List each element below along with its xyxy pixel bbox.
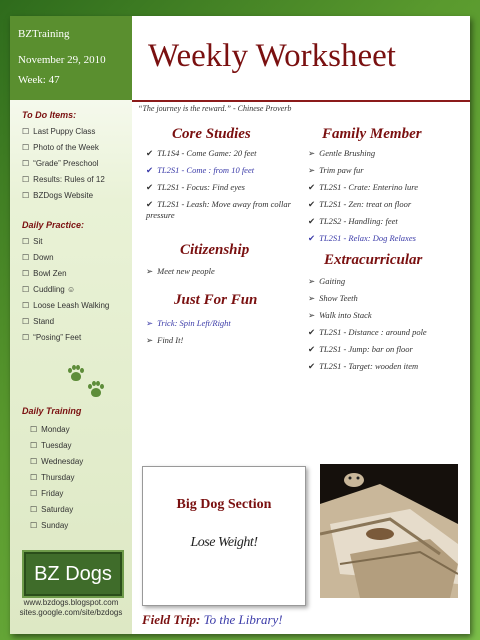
- arrow-icon: ➢: [308, 276, 316, 286]
- check-icon: ✔: [146, 148, 154, 158]
- arrow-icon: ➢: [308, 165, 316, 175]
- check-icon: ✔: [308, 344, 316, 354]
- family-item: ➢ Trim paw fur: [308, 165, 364, 175]
- core-item: ✔ TL1S4 - Come Game: 20 feet: [146, 148, 257, 158]
- training-days: [30, 422, 83, 534]
- bzdogs-logo: [22, 550, 124, 598]
- check-icon: ✔: [308, 327, 316, 337]
- just-for-fun-list: [146, 318, 231, 352]
- check-icon: ✔: [308, 182, 316, 192]
- check-icon: ✔: [146, 165, 154, 175]
- arrow-icon: ➢: [146, 266, 154, 276]
- practice-item[interactable]: ☐ Loose Leash Walking: [22, 298, 109, 314]
- family-member-heading: Family Member: [322, 126, 422, 142]
- extra-item: ➢ Show Teeth: [308, 293, 358, 303]
- family-item: ✔ TL2S1 - Relax: Dog Relaxes: [308, 233, 416, 243]
- family-member-list: [308, 148, 468, 250]
- core-item: ✔ TL2S1 - Come : from 10 feet: [146, 165, 255, 175]
- day-item[interactable]: ☐ Friday: [30, 486, 83, 502]
- todo-item[interactable]: ☐ “Grade” Preschool: [22, 156, 105, 172]
- todo-item[interactable]: ☐ Last Puppy Class: [22, 124, 105, 140]
- extra-item: ✔ TL2S1 - Jump: bar on floor: [308, 344, 413, 354]
- arrow-icon: ➢: [146, 318, 154, 328]
- practice-item[interactable]: ☐ Cuddling ☺: [22, 282, 109, 298]
- field-trip: [142, 612, 283, 628]
- core-item: ✔ TL2S1 - Focus: Find eyes: [146, 182, 245, 192]
- todo-item[interactable]: ☐ BZDogs Website: [22, 188, 105, 204]
- family-item: ➢ Gentle Brushing: [308, 148, 376, 158]
- citizenship-list: [146, 266, 215, 283]
- family-item: ✔ TL2S1 - Crate: Enterino lure: [308, 182, 418, 192]
- logo-text: BZ Dogs: [34, 563, 112, 585]
- extra-item: ✔ TL2S1 - Distance : around pole: [308, 327, 427, 337]
- todo-item[interactable]: ☐ Results: Rules of 12: [22, 172, 105, 188]
- big-dog-heading: Big Dog Section: [176, 497, 272, 512]
- extra-item: ✔ TL2S1 - Target: wooden item: [308, 361, 419, 371]
- paw-print-icon: [68, 366, 84, 382]
- family-item: ✔ TL2S1 - Zen: treat on floor: [308, 199, 412, 209]
- arrow-icon: ➢: [146, 335, 154, 345]
- title-area: [132, 16, 470, 102]
- family-item: ✔ TL2S2 - Handling: feet: [308, 216, 398, 226]
- site-link[interactable]: sites.google.com/site/bzdogs: [19, 608, 123, 617]
- big-dog-goal: Lose Weight!: [190, 535, 258, 550]
- blog-link[interactable]: www.bzdogs.blogspot.com: [23, 598, 119, 607]
- paw-print-icon: [88, 382, 104, 398]
- practice-item[interactable]: ☐ “Posing” Feet: [22, 330, 109, 346]
- todo-list: [22, 124, 105, 204]
- day-item[interactable]: ☐ Saturday: [30, 502, 83, 518]
- dog-on-wood-photo: [320, 464, 458, 598]
- core-studies-list: [146, 148, 316, 226]
- fun-item: ➢ Trick: Spin Left/Right: [146, 318, 231, 328]
- core-item: ✔ TL2S1 - Leash: Move away from collar pressure: [146, 199, 291, 220]
- field-trip-destination[interactable]: To the Library!: [203, 612, 283, 627]
- todo-item[interactable]: ☐ Photo of the Week: [22, 140, 105, 156]
- arrow-icon: ➢: [308, 310, 316, 320]
- brand-name: BZTraining: [18, 28, 70, 40]
- arrow-icon: ➢: [308, 148, 316, 158]
- header-box: [10, 16, 132, 100]
- date: November 29, 2010: [18, 54, 106, 66]
- practice-item[interactable]: ☐ Stand: [22, 314, 109, 330]
- training-heading: Daily Training: [22, 406, 82, 416]
- todo-heading: To Do Items:: [22, 110, 77, 120]
- page-title: Weekly Worksheet: [148, 38, 396, 74]
- citizenship-item: ➢ Meet new people: [146, 266, 215, 276]
- big-dog-section: [142, 466, 306, 606]
- check-icon: ✔: [308, 199, 316, 209]
- day-item[interactable]: ☐ Tuesday: [30, 438, 83, 454]
- proverb-quote: “The journey is the reward.” - Chinese Proverb: [138, 104, 292, 113]
- day-item[interactable]: ☐ Thursday: [30, 470, 83, 486]
- day-item[interactable]: ☐ Monday: [30, 422, 83, 438]
- day-item[interactable]: ☐ Wednesday: [30, 454, 83, 470]
- fun-item: ➢ Find It!: [146, 335, 184, 345]
- day-item[interactable]: ☐ Sunday: [30, 518, 83, 534]
- practice-heading: Daily Practice:: [22, 220, 85, 230]
- just-for-fun-heading: Just For Fun: [174, 292, 258, 308]
- extra-item: ➢ Walk into Stack: [308, 310, 372, 320]
- check-icon: ✔: [308, 361, 316, 371]
- worksheet-page: [10, 16, 470, 634]
- url-block: [10, 598, 132, 618]
- practice-list: [22, 234, 109, 346]
- core-studies-heading: Core Studies: [172, 126, 251, 142]
- extra-item: ➢ Gaiting: [308, 276, 346, 286]
- practice-item[interactable]: ☐ Down: [22, 250, 109, 266]
- extracurricular-list: [308, 276, 468, 378]
- check-icon: ✔: [308, 233, 316, 243]
- extracurricular-heading: Extracurricular: [324, 252, 423, 268]
- arrow-icon: ➢: [308, 293, 316, 303]
- check-icon: ✔: [146, 182, 154, 192]
- check-icon: ✔: [146, 199, 154, 209]
- week-number: Week: 47: [18, 74, 60, 86]
- check-icon: ✔: [308, 216, 316, 226]
- citizenship-heading: Citizenship: [180, 242, 250, 258]
- practice-item[interactable]: ☐ Sit: [22, 234, 109, 250]
- field-trip-label: Field Trip:: [142, 612, 201, 627]
- practice-item[interactable]: ☐ Bowl Zen: [22, 266, 109, 282]
